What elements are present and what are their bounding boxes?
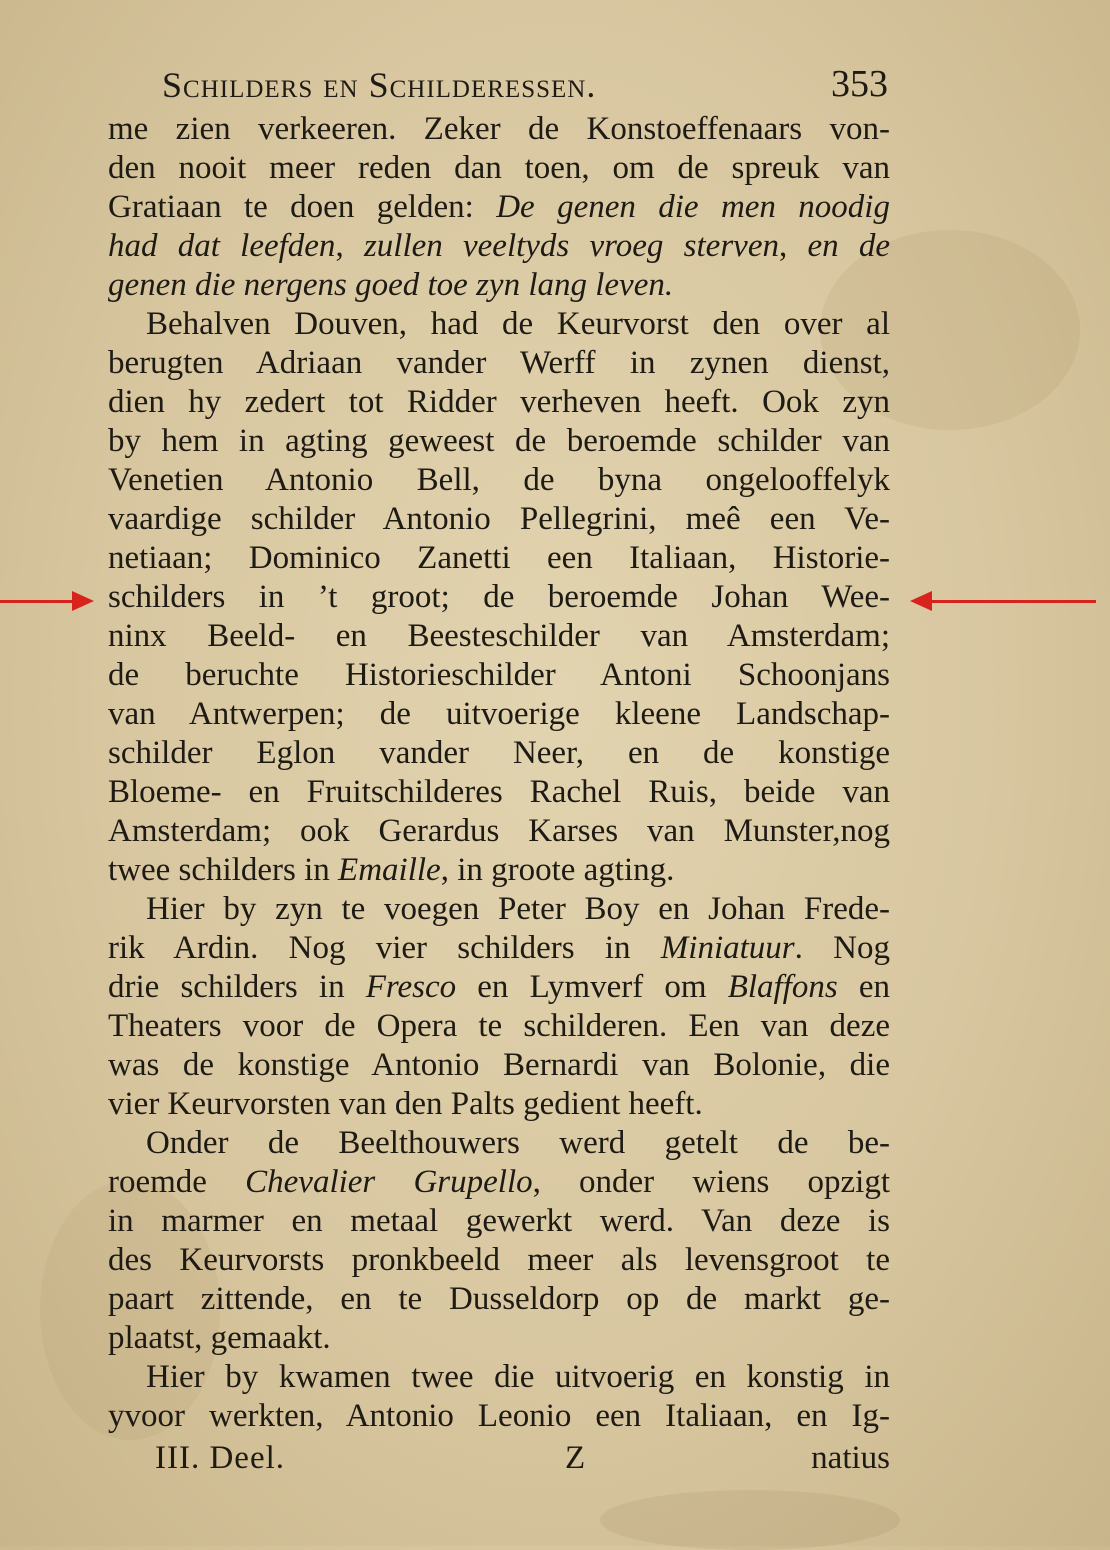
text-line — [108, 812, 890, 851]
line-text: twee schilders in — [108, 852, 339, 888]
text-line — [108, 461, 890, 500]
page-header — [162, 48, 888, 106]
text-line — [108, 968, 890, 1007]
line-text: Venetien Antonio Bell, de byna ongelooffelyk — [108, 462, 890, 498]
italic-text: genen die nergens goed toe zyn lang leven. — [108, 267, 674, 303]
body-text — [108, 110, 890, 1436]
text-line — [108, 734, 890, 773]
text-line — [108, 929, 890, 968]
line-text: Hier by zyn te voegen Peter Boy en Johan Frede- — [146, 891, 890, 927]
text-line — [108, 1007, 890, 1046]
line-text: ninx Beeld- en Beestеschilder van Amsterdam; — [108, 618, 890, 654]
text-line — [108, 227, 890, 266]
signature-mark: III. Deel. — [155, 1440, 286, 1476]
line-text: schilders in ’t groot; de beroemde Johan Wee- — [108, 579, 890, 615]
text-line — [108, 890, 890, 929]
text-line — [108, 1397, 890, 1436]
text-line — [108, 266, 890, 305]
line-text: , — [335, 228, 364, 264]
text-line — [108, 1046, 890, 1085]
text-line — [108, 1163, 890, 1202]
line-text: en Lymverf om — [456, 969, 728, 1005]
text-line — [108, 305, 890, 344]
text-line — [108, 1202, 890, 1241]
italic-text: Chevalier Grupello — [245, 1164, 533, 1200]
line-text: plaatst, gemaakt. — [108, 1320, 331, 1356]
line-text: van Antwerpen; de uitvoerige kleene Landschap- — [108, 696, 890, 732]
italic-text: Emaille — [338, 852, 441, 888]
text-line — [108, 851, 890, 890]
text-line — [108, 344, 890, 383]
line-text: , onder wiens opzigt — [532, 1164, 891, 1200]
line-text: Behalven Douven, had de Keurvorst den over al — [146, 306, 890, 342]
text-line — [108, 539, 890, 578]
text-line — [108, 773, 890, 812]
italic-text: zullen veeltyds vroeg sterven — [363, 228, 779, 264]
text-line — [108, 500, 890, 539]
line-text: roemde — [108, 1164, 246, 1200]
line-text: . Nog — [794, 930, 890, 966]
text-line — [108, 578, 890, 617]
paper-stain — [600, 1490, 900, 1550]
line-text: vaardige schilder Antonio Pellegrini, meê een Ve- — [108, 501, 890, 537]
text-line — [108, 188, 890, 227]
page-footer — [155, 1440, 890, 1482]
text-line — [108, 1241, 890, 1280]
text-line — [108, 1358, 890, 1397]
line-text: de beruchte Historieschilder Antoni Schoonjans — [108, 657, 890, 693]
line-text: Onder de Beelthouwers werd getelt de be- — [146, 1125, 890, 1161]
line-text: Gratiaan te doen gelden: — [108, 189, 497, 225]
text-line — [108, 1124, 890, 1163]
page-number: 353 — [831, 63, 888, 105]
italic-text: De genen die men noodig — [496, 189, 890, 225]
text-line — [108, 1319, 890, 1358]
italic-text: en de — [807, 228, 891, 264]
line-text: , — [778, 228, 808, 264]
line-text: schilder Eglon vander Neer, en de konstige — [108, 735, 890, 771]
text-line — [108, 422, 890, 461]
line-text: vier Keurvorsten van den Palts gedient heeft. — [108, 1086, 703, 1122]
line-text: by hem in agting geweest de beroemde schilder van — [108, 423, 890, 459]
italic-text: had dat leefden — [108, 228, 336, 264]
text-line — [108, 617, 890, 656]
line-text: Hier by kwamen twee die uitvoerig en konstig in — [146, 1359, 890, 1395]
line-text: en — [837, 969, 890, 1005]
line-text: Bloeme- en Fruitschilderes Rachel Ruis, beide van — [108, 774, 890, 810]
line-text: paart zittende, en te Dusseldorp op de markt ge- — [108, 1281, 890, 1317]
line-text: Amsterdam; ook Gerardus Karses van Munster,nog — [108, 813, 890, 849]
text-line — [108, 383, 890, 422]
italic-text: Fresco — [365, 969, 457, 1005]
text-line — [108, 1280, 890, 1319]
text-line — [108, 110, 890, 149]
line-text: netiaan; Dominico Zanetti een Italiaan, Historie- — [108, 540, 890, 576]
line-text: den nooit meer reden dan toen, om de spreuk van — [108, 150, 890, 186]
running-head: Schilders en Schilderessen. — [162, 65, 597, 105]
text-line — [108, 1085, 890, 1124]
line-text: me zien verkeeren. Zeker de Konstoeffenaars von- — [108, 111, 890, 147]
gathering-letter: Z — [565, 1440, 586, 1476]
line-text: was de konstige Antonio Bernardi van Bolonie, die — [108, 1047, 890, 1083]
italic-text: Blaffons — [727, 969, 838, 1005]
line-text: drie schilders in — [108, 969, 366, 1005]
line-text: in marmer en metaal gewerkt werd. Van deze is — [108, 1203, 890, 1239]
line-text: yvoor werkten, Antonio Leonio een Italiaan, en Ig- — [108, 1398, 890, 1434]
line-text: dien hy zedert tot Ridder verheven heeft. Ook zyn — [108, 384, 890, 420]
italic-text: Miniatuur — [660, 930, 795, 966]
line-text: Theaters voor de Opera te schilderen. Een van deze — [108, 1008, 890, 1044]
catchword: natius — [811, 1440, 890, 1476]
text-line — [108, 656, 890, 695]
text-line — [108, 149, 890, 188]
text-line — [108, 695, 890, 734]
line-text: des Keurvorsts pronkbeeld meer als levensgroot te — [108, 1242, 890, 1278]
line-text: rik Ardin. Nog vier schilders in — [108, 930, 661, 966]
line-text: berugten Adriaan vander Werff in zynen dienst, — [108, 345, 890, 381]
line-text: , in groote agting. — [440, 852, 675, 888]
